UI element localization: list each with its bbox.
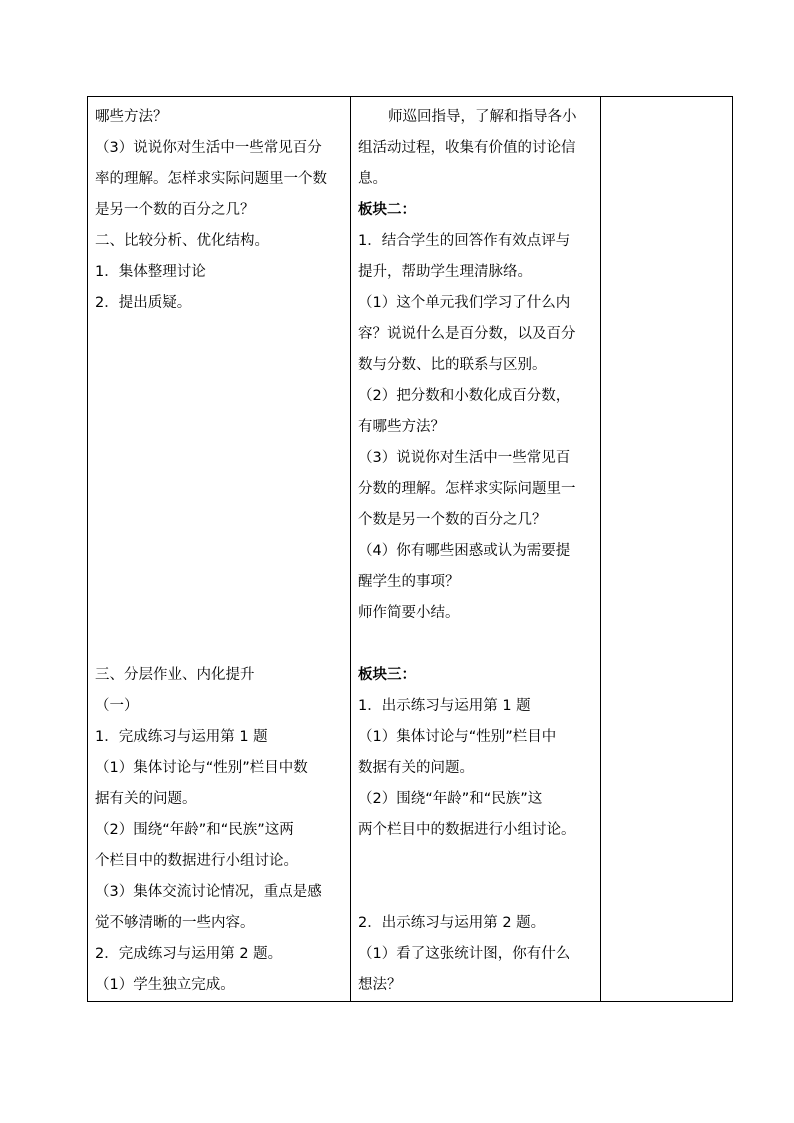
text-line: （1）这个单元我们学习了什么内 [358,295,571,311]
text-line: 1．结合学生的回答作有效点评与 [358,233,571,249]
notes-cell [601,97,733,1002]
text-line: 数与分数、比的联系与区别。 [358,357,547,373]
text-line: （2）围绕“年龄”和“民族”这 [358,791,543,807]
teacher-activity-cell [351,97,601,1002]
text-line: 1．完成练习与运用第 1 题 [95,729,268,745]
student-activity-cell [88,97,351,1002]
section-heading: 二、比较分析、优化结构。 [95,233,269,249]
text-line: 2．出示练习与运用第 2 题。 [358,915,546,931]
text-line: 两个栏目中的数据进行小组讨论。 [358,822,576,838]
spacer [95,319,344,660]
text-line: 率的理解。怎样求实际问题里一个数 [95,171,327,187]
text-line: 醒学生的事项？ [358,574,460,590]
text-line: 2．提出质疑。 [95,295,192,311]
text-line: （1）学生独立完成。 [95,977,235,993]
text-line: 提升，帮助学生理清脉络。 [358,264,532,280]
text-line: 师作简要小结。 [358,605,460,621]
text-line: 数据有关的问题。 [358,760,474,776]
text-line: （2）把分数和小数化成百分数， [358,388,571,404]
text-line: 是另一个数的百分之几？ [95,202,255,218]
text-line: （1）集体讨论与“性别”栏目中数 [95,760,308,776]
text-line: 觉不够清晰的一些内容。 [95,915,255,931]
text-line: （2）围绕“年龄”和“民族”这两 [95,822,294,838]
text-line: 2．完成练习与运用第 2 题。 [95,946,283,962]
text-line: 个栏目中的数据进行小组讨论。 [95,853,298,869]
spacer [358,629,594,660]
text-line: 容？说说什么是百分数，以及百分 [358,326,576,342]
text-line: （一） [95,698,139,714]
text-line: 想法？ [358,977,402,993]
lesson-plan-table [87,96,733,1002]
text-line: （1）看了这张统计图，你有什么 [358,946,571,962]
text-line: 1．出示练习与运用第 1 题 [358,698,531,714]
text-line: （3）集体交流讨论情况，重点是感 [95,884,322,900]
text-line: 哪些方法？ [95,109,168,125]
text-line: （3）说说你对生活中一些常见百分 [95,140,322,156]
block-heading: 板块二： [358,202,416,218]
text-line: 个数是另一个数的百分之几？ [358,512,547,528]
text-line: 息。 [358,171,387,187]
block-heading: 板块三： [358,667,416,683]
text-line: 师巡回指导，了解和指导各小 [388,109,577,125]
text-line: 分数的理解。怎样求实际问题里一 [358,481,576,497]
table-row [88,97,733,1002]
spacer [358,846,594,908]
text-line: 有哪些方法？ [358,419,445,435]
text-line: （4）你有哪些困惑或认为需要提 [358,543,571,559]
text-line: 据有关的问题。 [95,791,197,807]
text-line: （3）说说你对生活中一些常见百 [358,450,571,466]
text-line: （1）集体讨论与“性别”栏目中 [358,729,557,745]
text-line: 1．集体整理讨论 [95,264,206,280]
text-line: 组活动过程，收集有价值的讨论信 [358,140,576,156]
section-heading: 三、分层作业、内化提升 [95,667,255,683]
